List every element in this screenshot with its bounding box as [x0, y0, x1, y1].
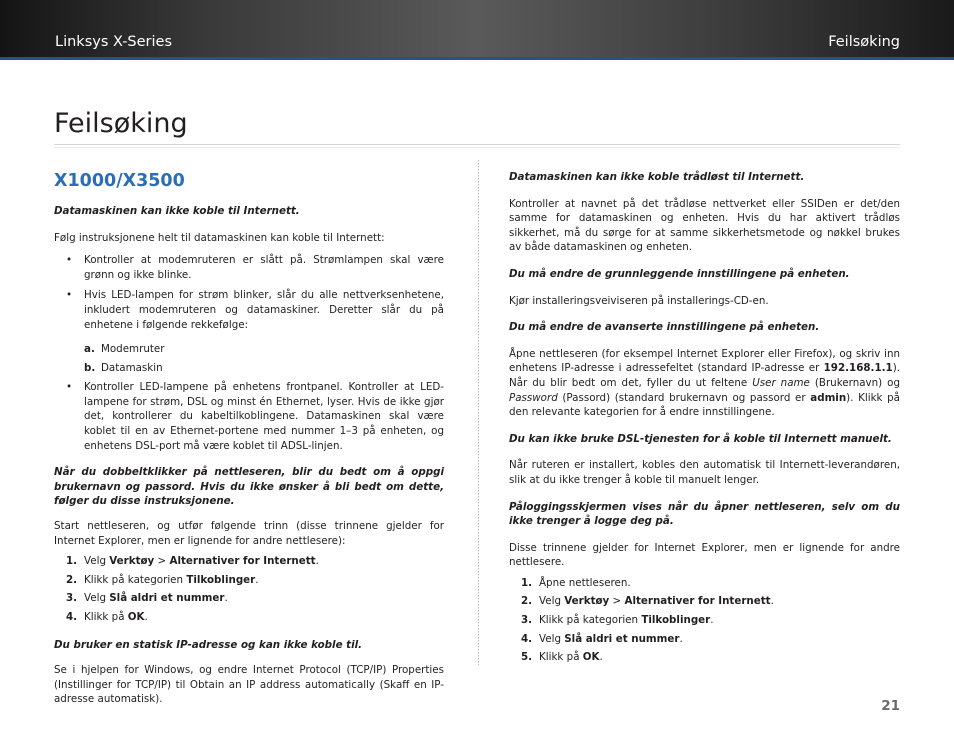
right-heading-5: Påloggingsskjermen vises når du åpner nettleseren, selv om du ikke trenger å logge deg på. — [509, 500, 900, 528]
left-paragraph-1: Følg instruksjonene helt til datamaskinen kan koble til Internett: — [54, 231, 385, 244]
left-sub-list — [54, 342, 444, 380]
page-title: Feilsøking — [54, 108, 188, 140]
right-paragraph-1: Kontroller at navnet på det trådløse nettverket eller SSIDen er det/den samme for datamaskinen og enheten. Hvis du har aktivert trådløs sikkerhet, må du sørge for at samme sikkerhetsmetode og nøkkel brukes av både datamaskinen og enheten. — [509, 197, 900, 254]
left-heading-3: Du bruker en statisk IP-adresse og kan ikke koble til. — [54, 639, 363, 652]
left-column — [54, 170, 444, 707]
list-item: 3. Velg Slå aldri et nummer. — [66, 592, 228, 605]
header-accent-line — [0, 57, 954, 60]
right-heading-4: Du kan ikke bruke DSL-tjenesten for å koble til Internett manuelt. — [509, 432, 892, 445]
left-bullet-list — [54, 253, 444, 332]
right-heading-3: Du må endre de avanserte innstillingene på enheten. — [509, 321, 820, 334]
left-paragraph-2: Start nettleseren, og utfør følgende trinn (disse trinnene gjelder for Internet Explorer, men er lignende for andre nettlesere): — [54, 519, 444, 547]
left-heading-2: Når du dobbeltklikker på nettleseren, blir du bedt om å oppgi brukernavn og passord. Hvis du ikke ønsker å bli bedt om dette, følger du disse instruksjonene. — [54, 466, 444, 508]
column-divider — [478, 160, 479, 665]
section-title: X1000/X3500 — [54, 171, 185, 191]
header-series: Linksys X-Series — [55, 34, 173, 50]
list-item: 1. Åpne nettleseren. — [521, 576, 631, 589]
right-heading-1: Datamaskinen kan ikke koble trådløst til Internett. — [509, 171, 805, 183]
bullet-text: Kontroller at modemruteren er slått på. Strømlampen skal være grønn og ikke blinke. — [84, 254, 444, 281]
list-item: a. Modemruter — [84, 343, 165, 356]
title-divider-secondary — [54, 147, 900, 148]
list-item: • Hvis LED-lampen for strøm blinker, slår du alle nettverksenhetene, inkludert modemruteren og datamaskiner. Deretter slår du på enhetene i følgende rekkefølge: — [66, 289, 444, 331]
list-item: 2. Klikk på kategorien Tilkoblinger. — [66, 573, 259, 586]
list-item: b. Datamaskin — [84, 362, 163, 375]
title-divider — [54, 144, 900, 145]
list-item: 1. Velg Verktøy > Alternativer for Internett. — [66, 555, 319, 568]
right-paragraph-3: Åpne nettleseren (for eksempel Internet Explorer eller Firefox), og skriv inn enhetens IP-adresse i adressefeltet (standard IP-adresse er 192.168.1.1). Når du blir bedt om det, fyller du ut feltene User name (Brukernavn) og Password (Passord) (standard brukernavn og passord er admin). Klikk på den relevante kategorien for å endre innstillingene. — [509, 347, 900, 419]
left-steps-list — [54, 554, 444, 628]
list-item: 4. Klikk på OK. — [66, 610, 148, 623]
list-item: 4. Velg Slå aldri et nummer. — [521, 632, 683, 645]
list-item: 2. Velg Verktøy > Alternativer for Internett. — [521, 595, 774, 608]
right-paragraph-2: Kjør installeringsveiviseren på installerings-CD-en. — [509, 294, 769, 307]
header-section: Feilsøking — [828, 34, 900, 50]
list-item: • Kontroller LED-lampene på enhetens frontpanel. Kontroller at LED-lampene for strøm, DSL og minst én Ethernet, lyser. Hvis de ikke gjør det, kontrollerer du kabeltilkoblingene. Datamaskinen skal være koblet til en av Ethernet-portene med nummer 1–3 på enheten, og enhetens DSL-port må være koblet til ADSL-linjen. — [66, 381, 444, 452]
right-paragraph-5: Disse trinnene gjelder for Internet Explorer, men er lignende for andre nettlesere. — [509, 541, 900, 569]
bullet-text: Hvis LED-lampen for strøm blinker, slår du alle nettverksenhetene, inkludert modemruteren og datamaskiner. Deretter slår du på enhetene i følgende rekkefølge: — [84, 289, 444, 331]
right-paragraph-4: Når ruteren er installert, kobles den automatisk til Internett-leverandøren, slik at du ikke trenger å koble til manuelt lenger. — [509, 459, 900, 486]
left-bullet-list-2 — [54, 380, 444, 453]
right-column — [509, 170, 900, 669]
list-item: 3. Klikk på kategorien Tilkoblinger. — [521, 614, 714, 627]
header-bar — [0, 0, 954, 60]
list-item: • Kontroller at modemruteren er slått på. Strømlampen skal være grønn og ikke blinke. — [66, 254, 444, 281]
left-heading-1: Datamaskinen kan ikke koble til Internett. — [54, 205, 300, 217]
page-number: 21 — [881, 698, 900, 714]
bullet-text: Kontroller LED-lampene på enhetens frontpanel. Kontroller at LED-lampene for strøm, DSL og minst én Ethernet, lyser. Hvis de ikke gjør det, kontrollerer du kabeltilkoblingene. Datamaskinen skal være koblet til en av Ethernet-portene med nummer 1–3 på enheten, og enhetens DSL-port må være koblet til ADSL-linjen. — [84, 381, 444, 452]
list-item: 5. Klikk på OK. — [521, 651, 603, 664]
right-heading-2: Du må endre de grunnleggende innstillingene på enheten. — [509, 267, 850, 280]
left-paragraph-3: Se i hjelpen for Windows, og endre Internet Protocol (TCP/IP) Properties (Instillinger for TCP/IP) til Obtain an IP address automatically (Skaff en IP-adresse automatisk). — [54, 664, 444, 706]
right-steps-list — [509, 576, 900, 669]
